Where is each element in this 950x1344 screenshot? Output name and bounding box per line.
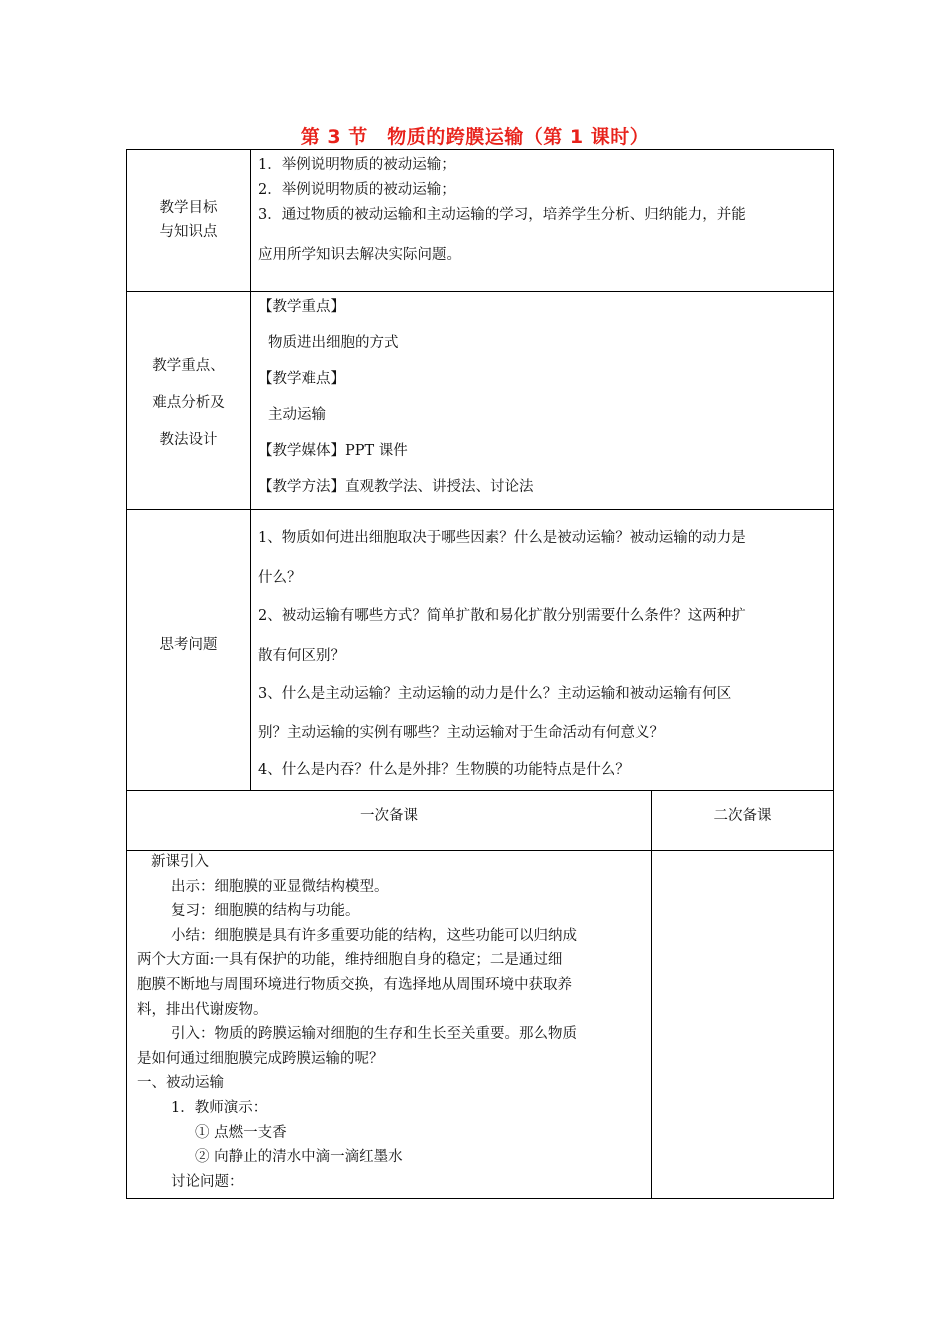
key-point-heading: 【教学重点】	[258, 299, 345, 315]
page-title: 第 3 节 物质的跨膜运输（第 1 课时）	[300, 126, 650, 148]
lesson-line: 两个大方面:一具有保护的功能，维持细胞自身的稳定；二是通过细	[137, 952, 563, 969]
lesson-line: 一、被动运输	[137, 1075, 224, 1092]
table-divider	[126, 509, 834, 510]
question-line: 4、什么是内吞？什么是外排？生物膜的功能特点是什么？	[258, 762, 630, 778]
lesson-line: 新课引入	[151, 854, 209, 870]
objective-item: 2．举例说明物质的被动运输；	[258, 182, 456, 198]
table-divider	[126, 790, 834, 791]
question-line: 2、被动运输有哪些方式？简单扩散和易化扩散分别需要什么条件？这两种扩	[258, 608, 746, 624]
key-point-heading: 【教学难点】	[258, 371, 345, 387]
lesson-line: ① 点燃一支香	[195, 1124, 287, 1141]
lesson-line: 出示：细胞膜的亚显微结构模型。	[171, 878, 389, 895]
table-border-right	[833, 149, 834, 1199]
lesson-line: 胞膜不断地与周围环境进行物质交换，有选择地从周围环境中获取养	[137, 976, 572, 993]
lesson-line: 引入：物质的跨膜运输对细胞的生存和生长至关重要。那么物质	[171, 1026, 577, 1043]
table-divider	[126, 291, 834, 292]
lesson-line: 讨论问题：	[171, 1173, 244, 1190]
lesson-line: 小结：细胞膜是具有许多重要功能的结构，这些功能可以归纳成	[171, 927, 577, 944]
table-border-left	[126, 149, 127, 1199]
first-prep-header: 一次备课	[360, 808, 418, 824]
key-point-text: 物质进出细胞的方式	[268, 335, 399, 351]
prep-column-divider	[651, 790, 652, 1199]
objective-item: 3．通过物质的被动运输和主动运输的学习，培养学生分析、归纳能力，并能	[258, 207, 746, 223]
lesson-line: ② 向静止的清水中滴一滴红墨水	[195, 1149, 403, 1166]
lesson-line: 料，排出代谢废物。	[137, 1001, 268, 1018]
lesson-line: 是如何通过细胞膜完成跨膜运输的呢？	[137, 1050, 384, 1067]
question-line: 3、什么是主动运输？主动运输的动力是什么？主动运输和被动运输有何区	[258, 686, 732, 702]
question-line: 1、物质如何进出细胞取决于哪些因素？什么是被动运输？被动运输的动力是	[258, 530, 746, 546]
table-border-bottom	[126, 1198, 834, 1199]
objectives-label	[127, 196, 250, 244]
label-column-divider	[250, 149, 251, 791]
key-points-label-line2: 难点分析及	[152, 395, 225, 411]
key-points-label-line3: 教法设计	[159, 432, 218, 448]
questions-label: 思考问题	[159, 637, 218, 653]
key-points-label	[127, 348, 250, 459]
question-line: 别？主动运输的实例有哪些？主动运输对于生命活动有何意义？	[258, 725, 664, 741]
lesson-line: 复习：细胞膜的结构与功能。	[171, 903, 360, 920]
lesson-content	[131, 850, 651, 1194]
table-border-top	[126, 149, 834, 150]
question-line: 散有何区别？	[258, 648, 345, 664]
objectives-label-line2: 与知识点	[159, 224, 218, 240]
key-point-heading: 【教学媒体】PPT 课件	[258, 443, 408, 459]
objective-item: 1．举例说明物质的被动运输；	[258, 157, 456, 173]
objectives-label-line1: 教学目标	[159, 200, 218, 216]
key-point-text: 主动运输	[268, 407, 326, 423]
key-point-heading: 【教学方法】直观教学法、讲授法、讨论法	[258, 479, 534, 495]
lesson-line: 1．教师演示：	[171, 1099, 268, 1116]
objective-item: 应用所学知识去解决实际问题。	[258, 247, 461, 263]
key-points-label-line1: 教学重点、	[152, 358, 225, 374]
question-line: 什么？	[258, 570, 302, 586]
second-prep-header: 二次备课	[713, 808, 772, 824]
